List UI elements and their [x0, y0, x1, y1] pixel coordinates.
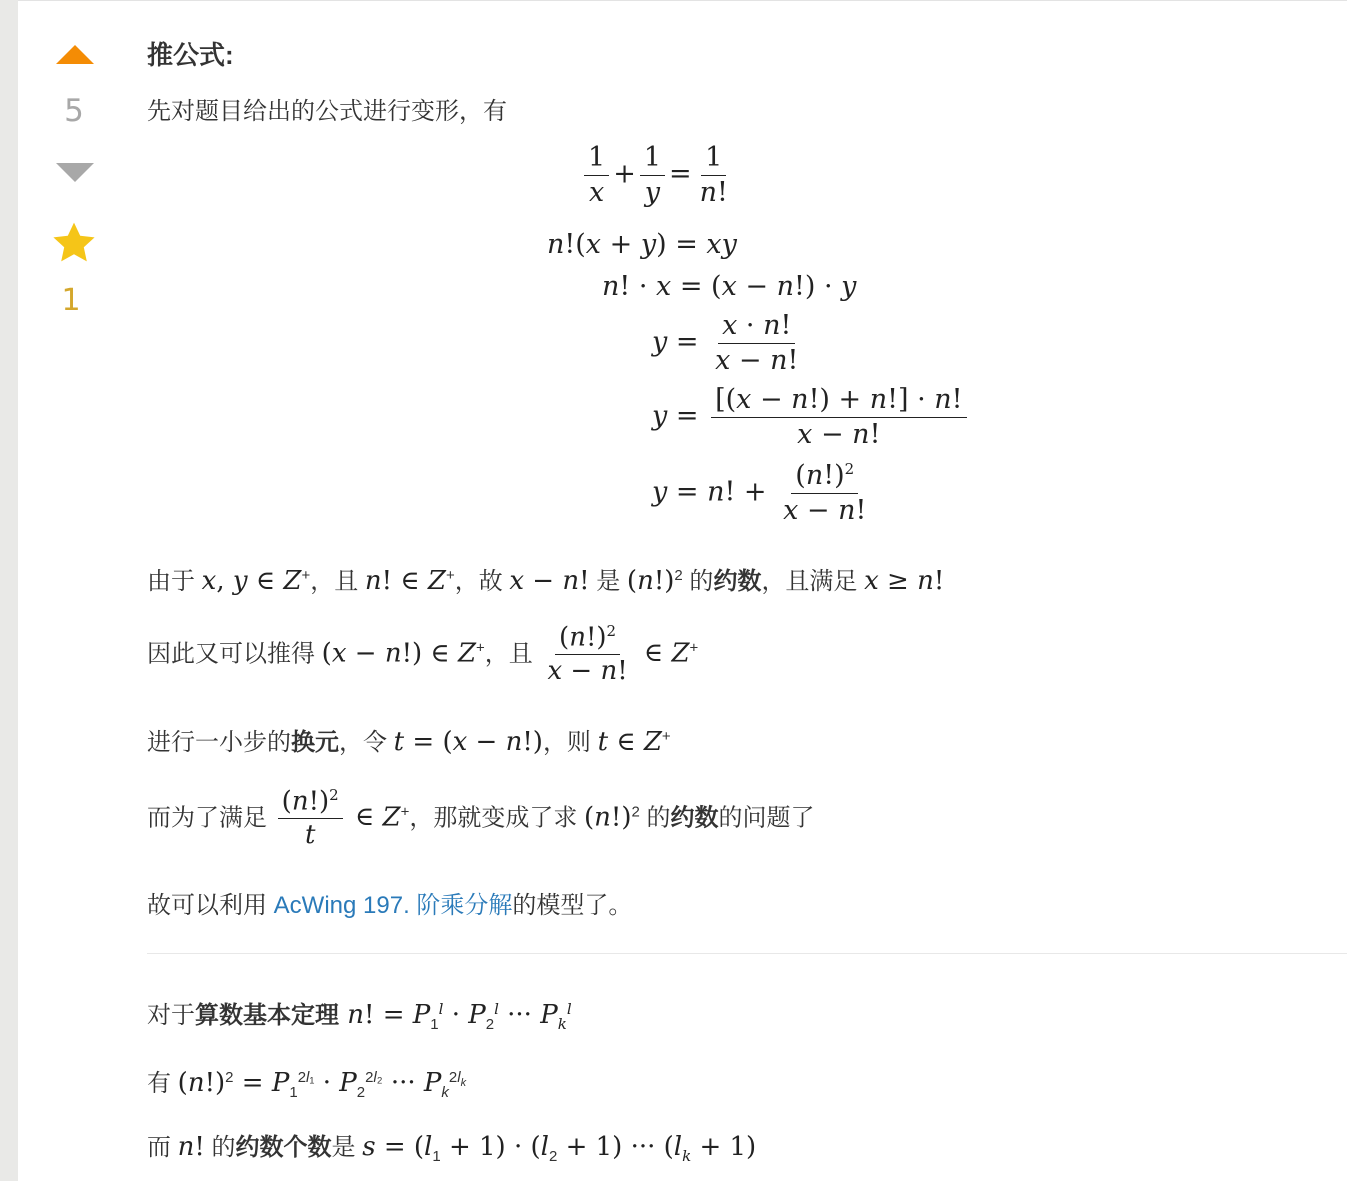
vote-score: 5 — [64, 93, 84, 129]
upvote-arrow-icon[interactable] — [56, 45, 94, 64]
equation-5: y = $\frac{[(x - n!) + n!] \cdot n!}{x - n!}$ — [652, 385, 971, 449]
paragraph-divisor: 由于 x, y ∈ Z+，且 n! ∈ Z+，故 x − n! 是 $(n!)^2$ 的约数，且满足 x ≥ n! — [147, 566, 945, 596]
equation-4: y = $\frac{x \cdot n!}{x - n!}$ — [652, 310, 799, 376]
favorite-star-icon[interactable] — [50, 219, 98, 267]
section-heading: 推公式: — [147, 40, 234, 70]
section-divider — [147, 953, 1347, 954]
paragraph-reference: 故可以利用 AcWing 197. 阶乘分解的模型了。 — [147, 892, 633, 919]
equation-1: $\frac{1}{x}$ + $\frac{1}{y}$ = $\frac{1}{n!}$ — [580, 143, 736, 207]
acwing-197-link[interactable]: AcWing 197. 阶乘分解 — [273, 892, 513, 919]
downvote-arrow-icon[interactable] — [56, 163, 94, 182]
paragraph-derive: 因此又可以推得 (x − n!) ∈ Z+，且 $\frac{(n!)^2}{x - n!}$ ∈ Z+ — [147, 622, 699, 687]
paragraph-theorem: 对于算数基本定理 n! = $P_1^l \cdot P_2^l$ ··· $P_k^l$ — [147, 1000, 572, 1033]
paragraph-count: 而 n! 的约数个数是 $s = (l_1 + 1) \cdot (l_2 + 1)$ ··· $(l_k + 1)$ — [147, 1132, 757, 1165]
answer-card — [18, 0, 1347, 1181]
equation-2: n!(x + y) = xy — [547, 229, 737, 260]
equation-6: y = n! + $\frac{(n!)^2}{x - n!}$ — [652, 460, 867, 526]
paragraph-square: 有 $(n!)^2 = P_1^{2l_1} \cdot P_2^{2l_2}$ ··· $P_k^{2l_k}$ — [147, 1068, 467, 1101]
favorite-count: 1 — [61, 283, 81, 318]
paragraph-problem: 而为了满足 $\frac{(n!)^2}{t}$ ∈ Z+，那就变成了求 $(n!)^2$ 的约数的问题了 — [147, 786, 815, 851]
intro-text: 先对题目给出的公式进行变形，有 — [147, 98, 507, 125]
equation-3: n! · x = (x − n!) · y — [602, 271, 857, 302]
paragraph-substitution: 进行一小步的换元，令 t = (x − n!)，则 t ∈ Z+ — [147, 727, 671, 757]
